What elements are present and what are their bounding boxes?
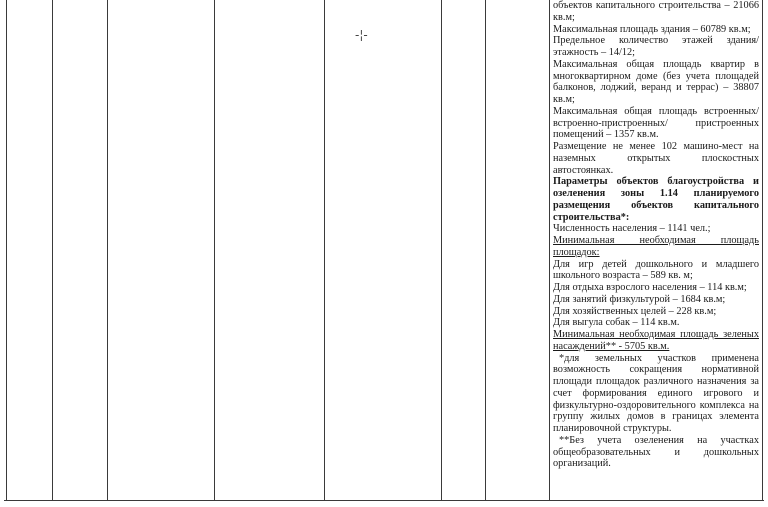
- column-divider: [549, 0, 550, 501]
- list-item-children-playground: Для игр детей дошкольного и младшего школьного возраста – 589 кв. м;: [553, 258, 759, 282]
- column-divider: [52, 0, 53, 501]
- footnote-double-asterisk: **Без учета озеленения на участках общеобразовательных и дошкольных организаций.: [553, 434, 759, 470]
- parameters-cell: [553, 0, 759, 470]
- paragraph-built-in-premises: Максимальная общая площадь встроенных/ встроенно-пристроенных/ пристроенных помещений – 1357 кв.м.: [553, 105, 759, 141]
- paragraph-population: Численность населения – 1141 чел.;: [553, 223, 711, 235]
- scan-mark: -¦-: [355, 28, 368, 42]
- subheading-min-playground-area: Минимальная необходимая площадь площадок:: [553, 235, 759, 258]
- list-item-dog-walking: Для выгула собак – 114 кв.м.: [553, 317, 680, 329]
- table-border-bottom: [4, 500, 764, 501]
- paragraph-built-area: объектов капитального строительства – 21066 кв.м;: [553, 0, 759, 23]
- column-divider: [485, 0, 486, 501]
- paragraph-floors: Предельное количество этажей здания/ этажность – 14/12;: [553, 35, 759, 58]
- column-divider: [324, 0, 325, 501]
- footnote-single-asterisk: *для земельных участков применена возможность сокращения нормативной площади площадок различного назначения за счет формирования единого игрового и физкультурно-оздоровительного комплекса на группу жилых домов в границах элемента планировочной структуры.: [553, 352, 759, 434]
- paragraph-max-building-area: Максимальная площадь здания – 60789 кв.м;: [553, 23, 751, 35]
- column-divider: [107, 0, 108, 501]
- list-item-household: Для хозяйственных целей – 228 кв.м;: [553, 305, 717, 317]
- table-border-left: [6, 0, 7, 501]
- paragraph-parking: Размещение не менее 102 машино-мест на наземных открытых плоскостных автостоянках.: [553, 141, 759, 176]
- section-heading-landscaping: Параметры объектов благоустройства и озеленения зоны 1.14 планируемого размещения объектов капитального строительства*:: [553, 176, 759, 223]
- column-divider: [441, 0, 442, 501]
- paragraph-apartment-area: Максимальная общая площадь квартир в многоквартирном доме (без учета площадей балконов, лоджий, веранд и террас) – 38807 кв.м;: [553, 58, 759, 105]
- table-border-right: [762, 0, 763, 501]
- list-item-adult-rest: Для отдыха взрослого населения – 114 кв.м;: [553, 282, 747, 293]
- list-item-sports: Для занятий физкультурой – 1684 кв.м;: [553, 293, 726, 305]
- column-divider: [214, 0, 215, 501]
- subheading-green-area: Минимальная необходимая площадь зеленых насаждений** - 5705 кв.м.: [553, 329, 759, 352]
